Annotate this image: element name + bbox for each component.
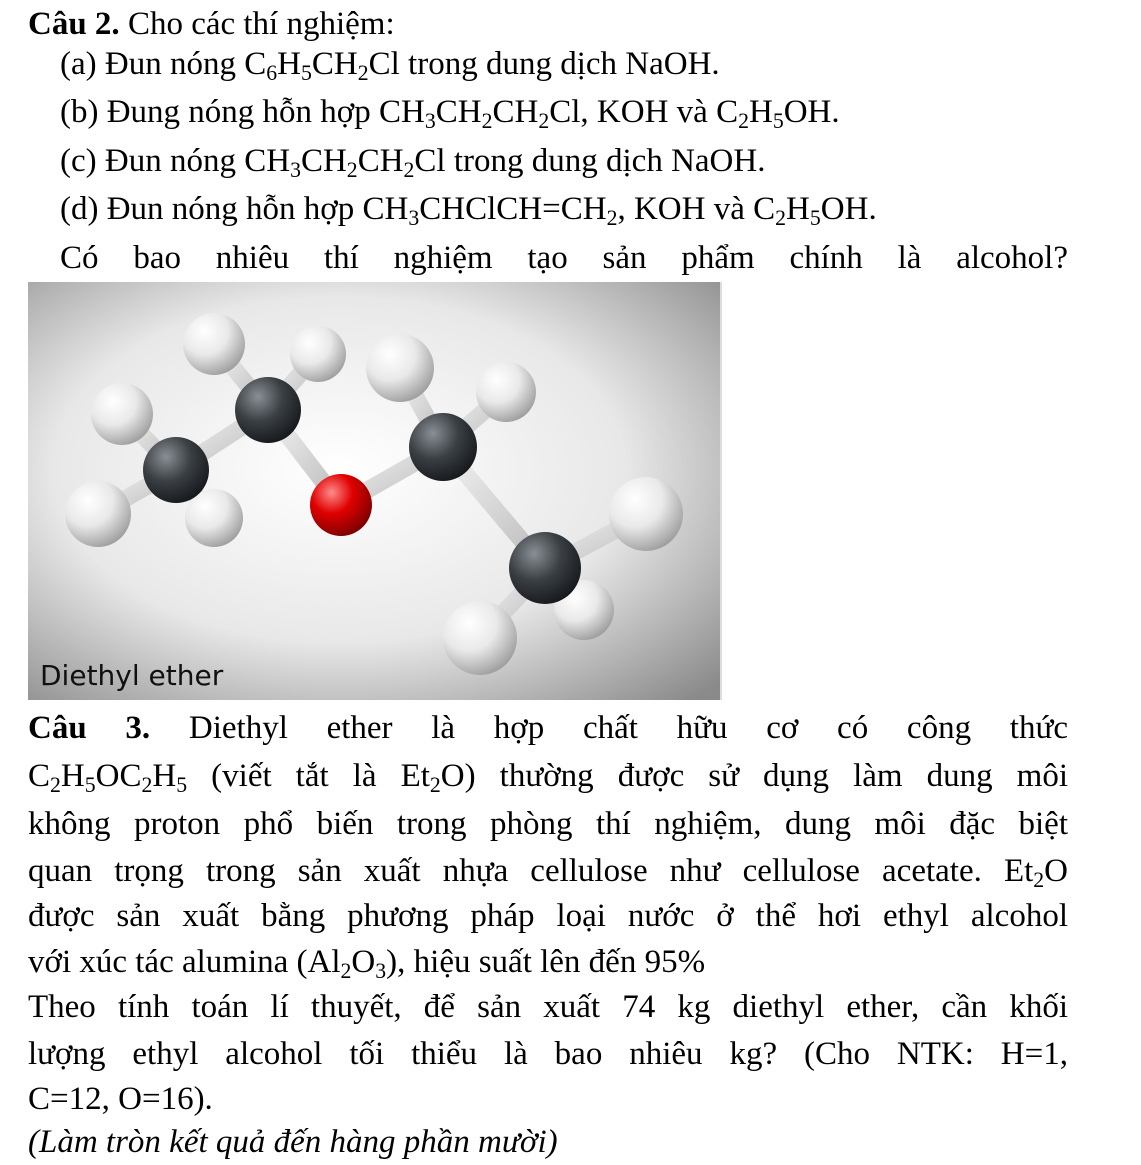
q3-line-6 [28, 944, 706, 984]
q3-l4-text: quan trọng trong sản xuất nhựa cellulose như cellulose acetate. [28, 853, 1004, 889]
q3-line-7 [28, 991, 1068, 1024]
carbon-atom [409, 413, 477, 481]
formula-et2o: $Et_2O$ [1003, 853, 1068, 893]
q2-heading [28, 8, 395, 41]
formula-ethanol: $C_2H_5OH$ [753, 191, 869, 231]
q3-l5-text: được sản xuất bằng phương pháp loại nước ở thể hơi ethyl alcohol [28, 898, 1068, 934]
carbon-atom [509, 532, 581, 604]
oxygen-atom [310, 474, 372, 536]
q2-question-text: Có bao nhiêu thí nghiệm tạo sản phẩm chính là alcohol? [60, 240, 1068, 276]
carbon-atom [143, 437, 209, 503]
hydrogen-atom [366, 334, 434, 402]
formula-alumina: $Al_2O_3$ [307, 944, 387, 984]
q3-l3-text: không proton phổ biến trong phòng thí nghiệm, dung môi đặc biệt [28, 806, 1068, 842]
q3-l8-text: lượng ethyl alcohol tối thiểu là bao nhiêu kg? (Cho NTK: H=1, [28, 1036, 1068, 1072]
q3-l1-text: Diethyl ether là hợp chất hữu cơ có công thức [188, 710, 1068, 746]
formula-et2o: $Et_2O$ [400, 758, 465, 798]
hydrogen-atom [65, 481, 131, 547]
q2-option-c [60, 143, 766, 183]
hydrogen-atom [476, 362, 536, 422]
q2-a-pre: (a) Đun nóng [60, 46, 245, 82]
formula-benzyl-chloride: $C_6H_5CH_2Cl$ [244, 46, 400, 86]
molecule-drawing [28, 282, 720, 700]
q2-b-mid: , KOH và [580, 94, 717, 130]
hydrogen-atom [443, 601, 517, 675]
q2-d-post: . [868, 191, 877, 227]
q3-line-8 [28, 1038, 1068, 1071]
q2-c-pre: (c) Đun nóng [60, 143, 245, 179]
formula-ethanol: $C_2H_5OH$ [716, 94, 832, 134]
q2-b-post: . [831, 94, 840, 130]
q2-c-post: trong dung dịch NaOH. [445, 143, 766, 179]
q2-b-pre: (b) Đung nóng hỗn hợp [60, 94, 380, 130]
q3-line-5 [28, 900, 1068, 933]
hydrogen-atom [609, 477, 683, 551]
q2-label: Câu 2. [28, 6, 120, 42]
q3-line-2 [28, 758, 1068, 798]
hydrogen-atom [290, 326, 346, 382]
q2-intro: Cho các thí nghiệm: [127, 6, 395, 42]
q3-line-1 [28, 712, 1068, 745]
q2-question [60, 242, 1068, 275]
formula-chlorobutene: $CH_3CHClCH=CH_2$ [362, 191, 618, 231]
q3-note-text: (Làm tròn kết quả đến hàng phần mười) [28, 1124, 558, 1160]
q2-option-b [60, 94, 840, 134]
q2-a-post: trong dung dịch NaOH. [399, 46, 720, 82]
q2-option-a [60, 46, 720, 86]
q3-l2a: (viết tắt là [187, 758, 401, 794]
formula-diethyl-ether: $C_2H_5OC_2H_5$ [28, 758, 188, 798]
q3-line-9 [28, 1083, 213, 1116]
q2-d-mid: , KOH và [617, 191, 754, 227]
q3-label: Câu 3. [28, 710, 151, 746]
q3-l7-text: Theo tính toán lí thuyết, để sản xuất 74 kg diethyl ether, cần khối [28, 989, 1068, 1025]
q3-line-3 [28, 808, 1068, 841]
q3-l6b: ), hiệu suất lên đến 95% [386, 944, 706, 980]
figure-caption: Diethyl ether [40, 659, 224, 692]
q3-l9-text: C=12, O=16). [28, 1081, 213, 1117]
formula-propyl-chloride: $CH_3CH_2CH_2Cl$ [379, 94, 581, 134]
q2-option-d [60, 191, 877, 231]
q3-line-4 [28, 853, 1068, 893]
hydrogen-atom [91, 383, 153, 445]
carbon-atom [235, 377, 301, 443]
q3-l2b: ) thường được sử dụng làm dung môi [464, 758, 1068, 794]
q2-d-pre: (d) Đun nóng hỗn hợp [60, 191, 363, 227]
formula-propyl-chloride: $CH_3CH_2CH_2Cl$ [244, 143, 446, 183]
q3-l6a: với xúc tác alumina ( [28, 944, 308, 980]
diethyl-ether-model-image [28, 282, 722, 700]
hydrogen-atom [183, 313, 245, 375]
q3-rounding-note [28, 1126, 558, 1159]
